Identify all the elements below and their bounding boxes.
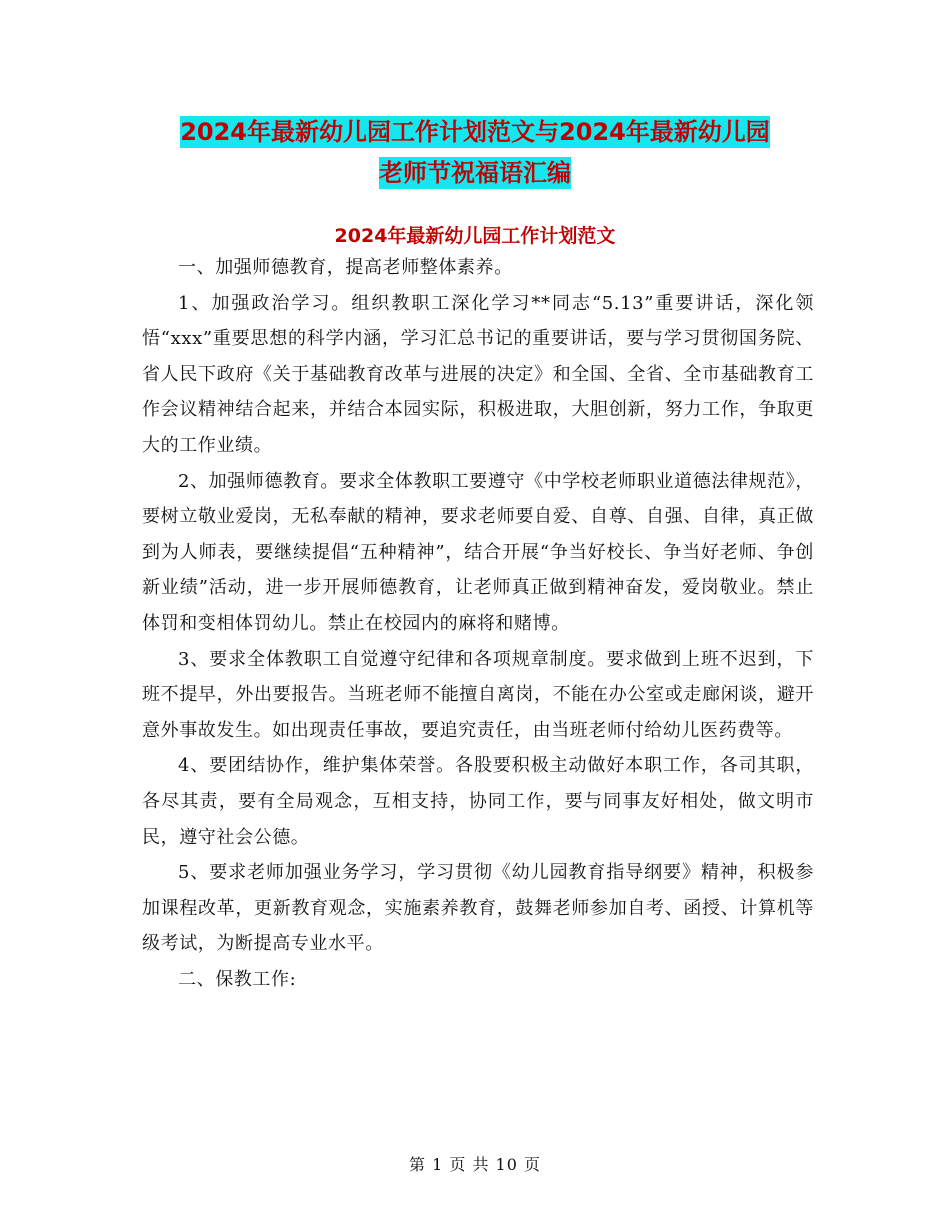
section-title: 2024年最新幼儿园工作计划范文: [334, 225, 616, 247]
footer-prefix: 第: [408, 1155, 426, 1174]
paragraph-6: 5、要求老师加强业务学习，学习贯彻《幼儿园教育指导纲要》精神，积极参加课程改革，更新教育观念，实施素养教育，鼓舞老师参加自考、函授、计算机等级考试，为断提高专业水平。: [142, 862, 814, 955]
paragraph-2: 1、加强政治学习。组织教职工深化学习**同志“5.13”重要讲话，深化领悟“xxx”重要思想的科学内涵，学习汇总书记的重要讲话，要与学习贯彻国务院、省人民下政府《关于基础教育改革与进展的决定》和全国、全省、全市基础教育工作会议精神结合起来，并结合本园实际，积极进取，大胆创新，努力工作，争取更大的工作业绩。: [142, 292, 814, 456]
document-body: [142, 250, 814, 997]
document-title: [0, 112, 950, 194]
footer-suffix: 页: [524, 1155, 542, 1174]
paragraph-3: 2、加强师德教育。要求全体教职工要遵守《中学校老师职业道德法律规范》，要树立敬业爱岗，无私奉献的精神，要求老师要自爱、自尊、自强、自律，真正做到为人师表，要继续提倡“五种精神”，结合开展“争当好校长、争当好老师、争创新业绩”活动，进一步开展师德教育，让老师真正做到精神奋发，爱岗敬业。禁止体罚和变相体罚幼儿。禁止在校园内的麻将和赌博。: [142, 470, 814, 634]
paragraph-1: 一、加强师德教育，提高老师整体素养。: [178, 257, 513, 278]
footer-middle: 页 共: [449, 1155, 490, 1174]
document-title-line1: 2024年最新幼儿园工作计划范文与2024年最新幼儿园: [180, 118, 770, 146]
paragraph-5: 4、要团结协作，维护集体荣誉。各股要积极主动做好本职工作，各司其职，各尽其责，要有全局观念，互相支持，协同工作，要与同事友好相处，做文明市民，遵守社会公德。: [142, 755, 814, 848]
paragraph-7: 二、保教工作:: [178, 968, 297, 990]
footer-page-number: 1: [432, 1155, 444, 1174]
footer-total-pages: 10: [495, 1155, 518, 1174]
document-title-line2: 老师节祝福语汇编: [379, 159, 571, 187]
paragraph-4: 3、要求全体教职工自觉遵守纪律和各项规章制度。要求做到上班不迟到，下班不提早，外出要报告。当班老师不能擅自离岗，不能在办公室或走廊闲谈，避开意外事故发生。如出现责任事故，要追究责任，由当班老师付给幼儿医药费等。: [142, 648, 814, 741]
page-footer: [0, 1152, 950, 1175]
